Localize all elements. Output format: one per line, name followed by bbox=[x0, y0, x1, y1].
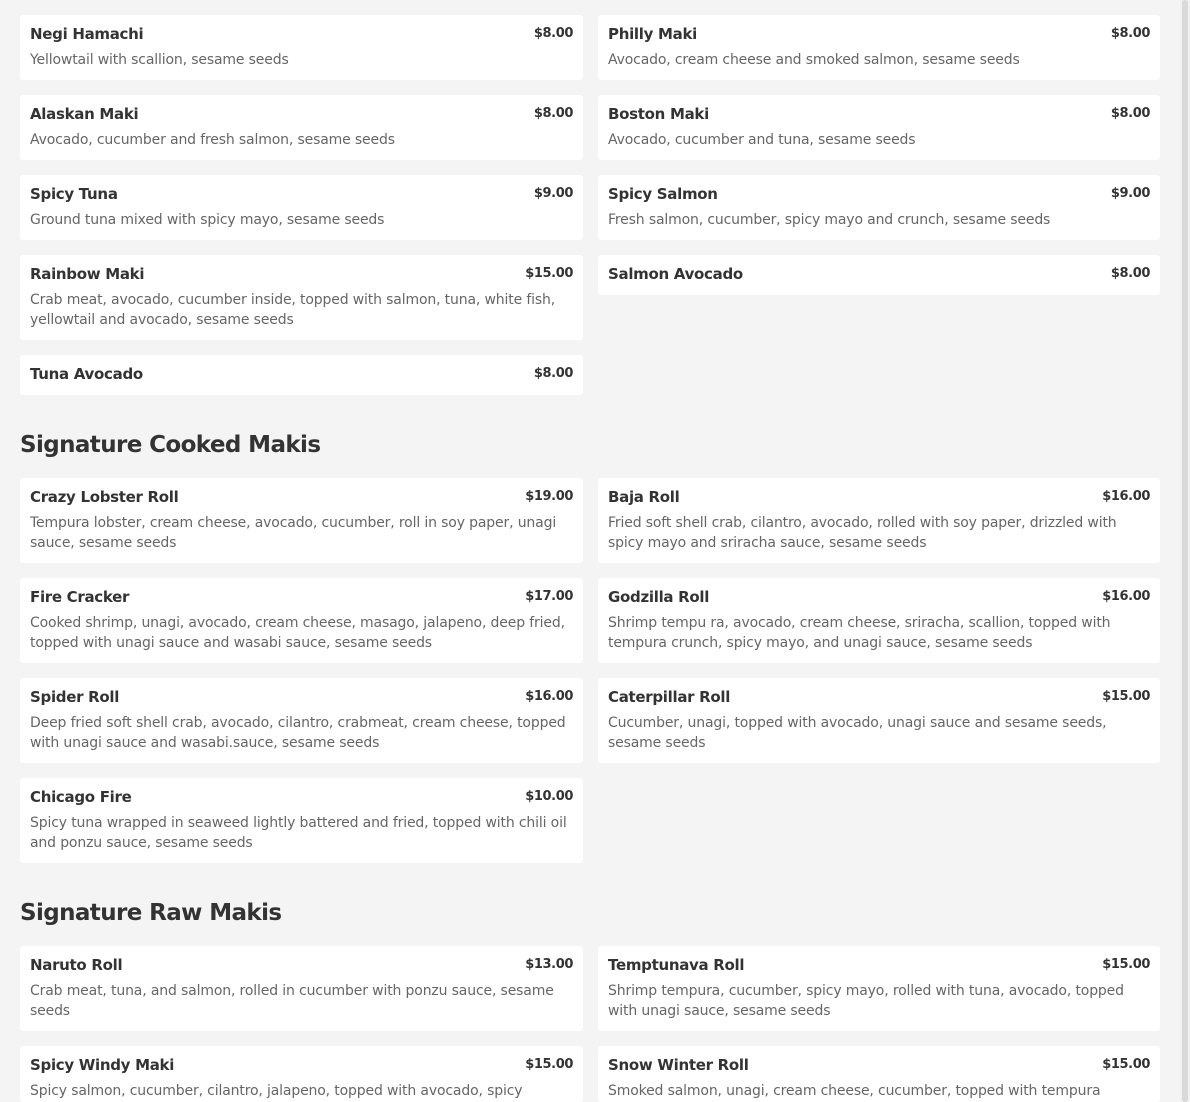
menu-item-card[interactable] bbox=[598, 15, 1160, 80]
menu-item-card[interactable] bbox=[20, 355, 583, 395]
scrollbar-thumb[interactable] bbox=[1182, 0, 1188, 1102]
section-heading-raw: Signature Raw Makis bbox=[20, 900, 282, 926]
item-description: Cucumber, unagi, topped with avocado, unagi sauce and sesame seeds, sesame seeds bbox=[608, 715, 1107, 751]
item-description: Crab meat, tuna, and salmon, rolled in cucumber with ponzu sauce, sesame seeds bbox=[30, 983, 554, 1019]
menu-item-card[interactable] bbox=[598, 255, 1160, 295]
item-price: $8.00 bbox=[1110, 26, 1150, 41]
item-price: $8.00 bbox=[1110, 266, 1150, 281]
item-price: $15.00 bbox=[1102, 957, 1150, 972]
item-description: Shrimp tempu ra, avocado, cream cheese, sriracha, scallion, topped with tempura crunch, spicy mayo, and unagi sauce, sesame seeds bbox=[608, 615, 1111, 651]
item-description: Avocado, cucumber and fresh salmon, sesame seeds bbox=[30, 132, 395, 148]
menu-item-card[interactable] bbox=[598, 478, 1160, 563]
item-price: $15.00 bbox=[1102, 1057, 1150, 1072]
item-price: $8.00 bbox=[533, 366, 573, 381]
item-name: Fire Cracker bbox=[30, 588, 130, 606]
item-price: $8.00 bbox=[533, 106, 573, 121]
item-price: $17.00 bbox=[525, 589, 573, 604]
item-description: Cooked shrimp, unagi, avocado, cream cheese, masago, jalapeno, deep fried, topped with unagi sauce and wasabi sauce, sesame seeds bbox=[30, 615, 565, 651]
menu-item-card[interactable] bbox=[20, 946, 583, 1031]
item-price: $9.00 bbox=[533, 186, 573, 201]
item-name: Boston Maki bbox=[608, 105, 709, 123]
item-name: Negi Hamachi bbox=[30, 25, 144, 43]
menu-item-card[interactable] bbox=[20, 15, 583, 80]
item-name: Salmon Avocado bbox=[608, 265, 743, 283]
item-price: $10.00 bbox=[525, 789, 573, 804]
menu-item-card[interactable] bbox=[20, 95, 583, 160]
item-price: $8.00 bbox=[1110, 106, 1150, 121]
item-description: Crab meat, avocado, cucumber inside, topped with salmon, tuna, white fish, yellowtail and avocado, sesame seeds bbox=[30, 292, 556, 328]
menu-item-card[interactable] bbox=[598, 175, 1160, 240]
menu-item-card[interactable] bbox=[20, 678, 583, 763]
item-description: Fried soft shell crab, cilantro, avocado, rolled with soy paper, drizzled with spicy mayo and sriracha sauce, sesame seeds bbox=[608, 515, 1117, 551]
item-name: Spicy Windy Maki bbox=[30, 1056, 175, 1074]
item-description: Spicy tuna wrapped in seaweed lightly battered and fried, topped with chili oil and ponzu sauce, sesame seeds bbox=[30, 815, 567, 851]
section-heading-cooked: Signature Cooked Makis bbox=[20, 432, 321, 458]
item-price: $8.00 bbox=[533, 26, 573, 41]
item-name: Chicago Fire bbox=[30, 788, 132, 806]
item-price: $15.00 bbox=[525, 266, 573, 281]
item-description: Fresh salmon, cucumber, spicy mayo and crunch, sesame seeds bbox=[608, 212, 1051, 228]
item-name: Naruto Roll bbox=[30, 956, 123, 974]
menu-item-card[interactable] bbox=[20, 478, 583, 563]
item-name: Caterpillar Roll bbox=[608, 688, 731, 706]
menu-item-card[interactable] bbox=[598, 1046, 1160, 1102]
item-description: Shrimp tempura, cucumber, spicy mayo, rolled with tuna, avocado, topped with unagi sauce, sesame seeds bbox=[608, 983, 1124, 1019]
item-name: Crazy Lobster Roll bbox=[30, 488, 179, 506]
item-price: $13.00 bbox=[525, 957, 573, 972]
item-description: Tempura lobster, cream cheese, avocado, cucumber, roll in soy paper, unagi sauce, sesame seeds bbox=[30, 515, 557, 551]
menu-item-card[interactable] bbox=[20, 1046, 583, 1102]
menu-item-card[interactable] bbox=[598, 946, 1160, 1031]
item-name: Temptunava Roll bbox=[608, 956, 745, 974]
item-description: Deep fried soft shell crab, avocado, cilantro, crabmeat, cream cheese, topped with unagi sauce and wasabi.sauce, sesame seeds bbox=[30, 715, 566, 751]
item-name: Philly Maki bbox=[608, 25, 697, 43]
item-description: Ground tuna mixed with spicy mayo, sesame seeds bbox=[30, 212, 385, 228]
menu-item-card[interactable] bbox=[20, 578, 583, 663]
menu-item-card[interactable] bbox=[20, 255, 583, 340]
item-name: Snow Winter Roll bbox=[608, 1056, 749, 1074]
item-name: Alaskan Maki bbox=[30, 105, 139, 123]
item-description: Smoked salmon, unagi, cream cheese, cucumber, topped with tempura bbox=[608, 1083, 1101, 1099]
item-price: $16.00 bbox=[1102, 489, 1150, 504]
item-price: $16.00 bbox=[1102, 589, 1150, 604]
menu-item-card[interactable] bbox=[20, 778, 583, 863]
item-name: Spider Roll bbox=[30, 688, 120, 706]
item-name: Rainbow Maki bbox=[30, 265, 145, 283]
item-price: $16.00 bbox=[525, 689, 573, 704]
menu-item-card[interactable] bbox=[598, 678, 1160, 763]
item-description: Avocado, cucumber and tuna, sesame seeds bbox=[608, 132, 916, 148]
item-description: Spicy salmon, cucumber, cilantro, jalapeno, topped with avocado, spicy bbox=[30, 1083, 523, 1099]
item-name: Baja Roll bbox=[608, 488, 680, 506]
item-price: $9.00 bbox=[1110, 186, 1150, 201]
item-price: $19.00 bbox=[525, 489, 573, 504]
item-description: Yellowtail with scallion, sesame seeds bbox=[30, 52, 289, 68]
item-price: $15.00 bbox=[1102, 689, 1150, 704]
menu-item-card[interactable] bbox=[598, 578, 1160, 663]
item-price: $15.00 bbox=[525, 1057, 573, 1072]
vertical-scrollbar[interactable] bbox=[1180, 0, 1190, 1102]
item-name: Godzilla Roll bbox=[608, 588, 710, 606]
item-name: Spicy Tuna bbox=[30, 185, 118, 203]
menu-item-card[interactable] bbox=[20, 175, 583, 240]
item-description: Avocado, cream cheese and smoked salmon, sesame seeds bbox=[608, 52, 1020, 68]
item-name: Tuna Avocado bbox=[30, 365, 143, 383]
menu-item-card[interactable] bbox=[598, 95, 1160, 160]
item-name: Spicy Salmon bbox=[608, 185, 718, 203]
